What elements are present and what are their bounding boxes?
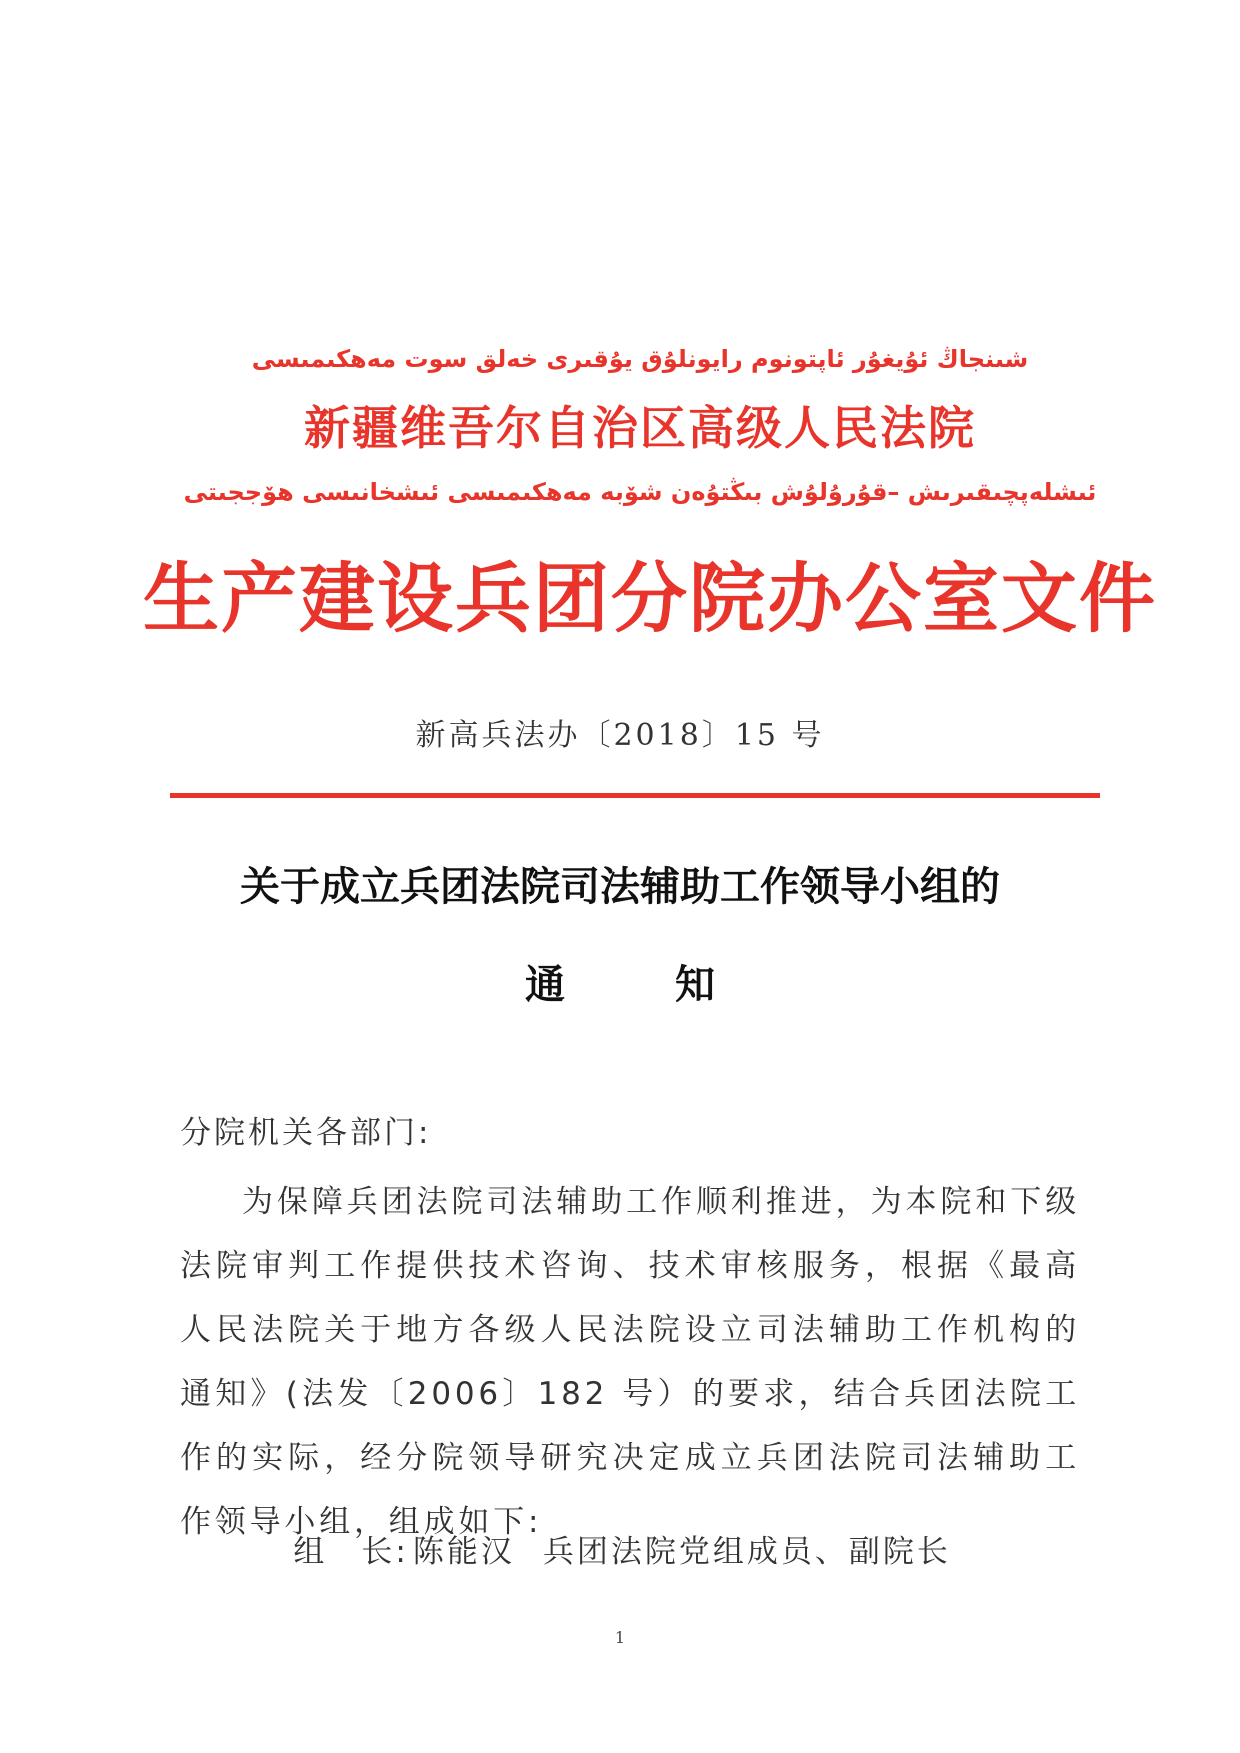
member-role: 组 长: <box>293 1534 409 1570</box>
page-number: 1 <box>614 1628 626 1647</box>
member-name: 陈能汉 <box>412 1534 515 1570</box>
body-paragraph: 为保障兵团法院司法辅助工作顺利推进，为本院和下级法院审判工作提供技术咨询、技术审核服务，根据《最高人民法院关于地方各级人民法院设立司法辅助工作机构的通知》(法发〔2006〕182 号）的要求，结合兵团法院工作的实际，经分院领导研究决定成立兵团法院司法辅助工作领导小组，组成如下: <box>180 1184 1080 1540</box>
document-number: 新高兵法办〔2018〕15 号 <box>415 718 825 753</box>
subject-line: 关于成立兵团法院司法辅助工作领导小组的 <box>240 863 1000 910</box>
letterhead-uyghur-line-2: ئىشلەپچىقىرىش –قۇرۇلۇش بىڭتۇەن شۆبە مەھكىمىسى ئىشخانىسى ھۆججىتى <box>183 478 1097 506</box>
member-title: 兵团法院党组成员、副院长 <box>542 1534 951 1570</box>
letterhead-uyghur-line-1: شىنجاڭ ئۇيغۇر ئاپتونوم رايونلۇق يۇقىرى خەلق سوت مەھكىمىسى <box>251 345 1029 373</box>
member-row <box>242 1490 951 1607</box>
red-divider-line <box>170 793 1100 798</box>
notice-title: 通知 <box>525 961 825 1008</box>
letterhead-court-name: 新疆维吾尔自治区高级人民法院 <box>304 401 976 455</box>
salutation: 分院机关各部门: <box>180 1115 432 1151</box>
letterhead-office-file: 生产建设兵团分院办公室文件 <box>143 554 1157 643</box>
